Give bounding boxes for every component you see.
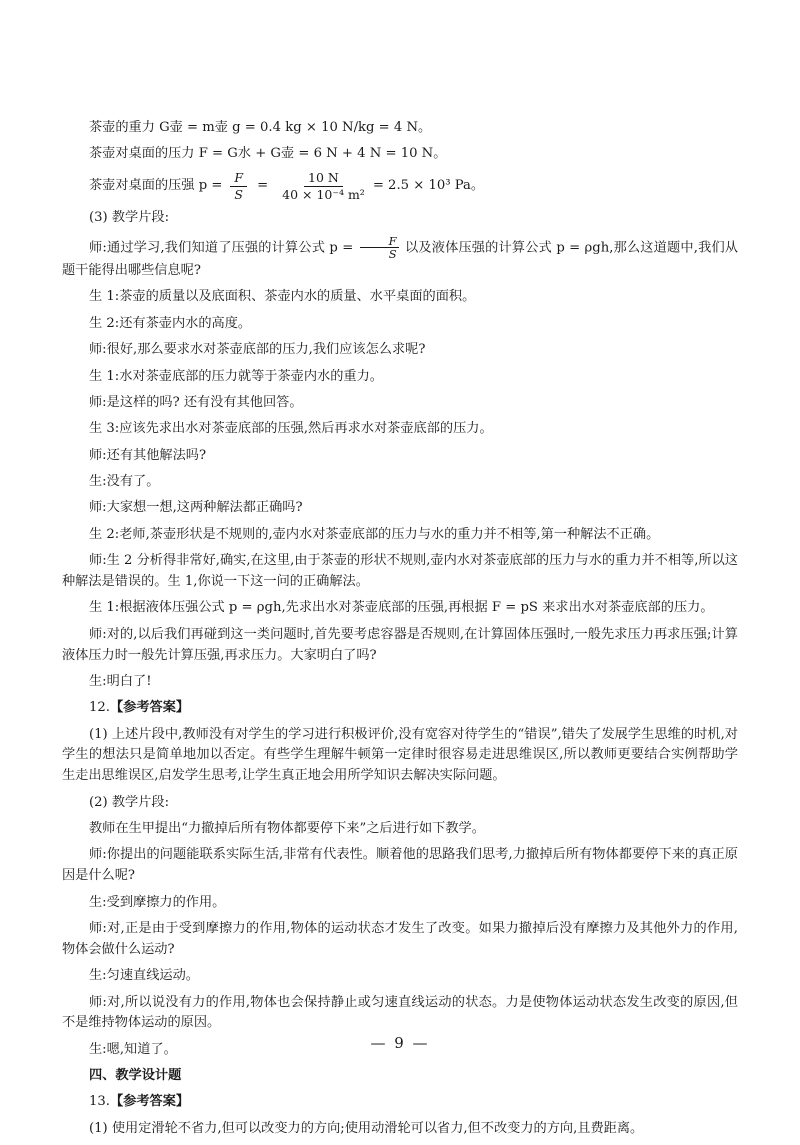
inline-fraction-num: F [360,235,399,249]
page-number: — 9 — [370,1034,430,1052]
q12-student-1: 生:受到摩擦力的作用。 [89,894,226,910]
q13-answer-heading [62,1092,738,1113]
inline-fraction [360,235,399,261]
dialogue-teacher-7: 师:对的,以后我们再碰到这一类问题时,首先要考虑容器是否规则,在计算固体压强时,一般先求压力再求压强;计算液体压力时一般先计算压强,再求压力。大家明白了吗? [62,626,738,663]
q13-paragraph-1: (1) 使用定滑轮不省力,但可以改变力的方向;使用动滑轮可以省力,但不改变力的方向,且费距离。 [89,1120,644,1136]
section-4-title: 四、教学设计题 [89,1068,182,1084]
formula-teapot-pressure [62,171,738,203]
q13-number: 13. [89,1094,110,1110]
q12-student-2: 生:匀速直线运动。 [89,968,199,984]
q12-paragraph-3: 教师在生甲提出“力撤掉后所有物体都要停下来”之后进行如下教学。 [89,821,485,837]
q12-teacher-1: 师:你提出的问题能联系实际生活,非常有代表性。顺着他的思路我们思考,力撤掉后所有物体都要停下来的真正原因是什么呢? [62,847,738,884]
dialogue-student-1c: 生 1:根据液体压强公式 p = ρgh,先求出水对茶壶底部的压强,再根据 F = pS 来求出水对茶壶底部的压力。 [89,600,714,616]
q12-paragraph-2: (2) 教学片段: [89,794,170,810]
equals-sign: = [257,178,269,194]
dialogue-teacher-2: 师:很好,那么要求水对茶壶底部的压力,我们应该怎么求呢? [89,342,426,358]
dialogue-teacher-5: 师:大家想一想,这两种解法都正确吗? [89,500,303,516]
dialogue-student-3: 生 3:应该先求出水对茶壶底部的压强,然后再求水对茶壶底部的压力。 [89,421,493,437]
dialogue-student-ok: 生:明白了! [89,673,152,689]
formula-teapot-force: 茶壶对桌面的压力 F = G水 + G壶 = 6 N + 4 N = 10 N。 [89,146,447,162]
fraction-denominator-value: 40 × 10⁻⁴ m² [282,187,365,203]
formula-result: = 2.5 × 10³ Pa。 [372,178,485,194]
q13-answer-label: 【参考答案】 [109,1094,190,1110]
dialogue-text-pre: 师:通过学习,我们知道了压强的计算公式 p = [89,240,354,256]
part3-label: (3) 教学片段: [89,210,170,226]
fraction-values [278,171,369,203]
q12-number: 12. [89,700,110,716]
q12-paragraph-1: (1) 上述片段中,教师没有对学生的学习进行积极评价,没有宽容对待学生的“错误”,错失了发展学生思维的时机,对学生的想法只是简单地加以否定。有些学生理解牛顿第一定律时很容易走进思维误区,所以教师更要结合实例帮助学生走出思维误区,启发学生思考,让学生真正地会用所学知识去解决实际问题。 [62,726,738,784]
document-body [62,118,738,1145]
formula-prefix: 茶壶对桌面的压强 p = [89,178,223,194]
dialogue-teacher-1 [62,235,738,282]
fraction-F-over-S [230,171,247,203]
q12-teacher-3: 师:对,所以说没有力的作用,物体也会保持静止或匀速直线运动的状态。力是使物体运动状态发生改变的原因,但不是维持物体运动的原因。 [62,994,738,1031]
fraction-numerator-value: 10 N [304,171,343,187]
fraction-numerator: F [230,171,247,187]
dialogue-teacher-6: 师:生 2 分析得非常好,确实,在这里,由于茶壶的形状不规则,壶内水对茶壶底部的压力与水的重力并不相等,所以这种解法是错误的。生 1,你说一下这一问的正确解法。 [62,553,738,589]
dialogue-text-post: 以及液体压强的计算公式 p = ρgh,那么这道题中,我们从题干能得出哪些信息呢? [62,240,738,279]
dialogue-student-1: 生 1:茶壶的质量以及底面积、茶壶内水的质量、水平桌面的面积。 [89,289,476,305]
q12-answer-heading [62,698,738,719]
dialogue-teacher-4: 师:还有其他解法吗? [89,447,207,463]
q12-student-3: 生:嗯,知道了。 [89,1041,177,1057]
inline-fraction-den: S [388,247,397,262]
q12-answer-label: 【参考答案】 [109,700,190,716]
dialogue-teacher-3: 师:是这样的吗? 还有没有其他回答。 [89,394,303,410]
formula-teapot-gravity: 茶壶的重力 G壶 = m壶 g = 0.4 kg × 10 N/kg = 4 N。 [89,120,432,135]
dialogue-student-none: 生:没有了。 [89,473,160,489]
q12-teacher-2: 师:对,正是由于受到摩擦力的作用,物体的运动状态才发生了改变。如果力撤掉后没有摩擦力及其他外力的作用,物体会做什么运动? [62,920,738,957]
dialogue-student-1b: 生 1:水对茶壶底部的压力就等于茶壶内水的重力。 [89,368,383,384]
dialogue-student-2b: 生 2:老师,茶壶形状是不规则的,壶内水对茶壶底部的压力与水的重力并不相等,第一种解法不正确。 [89,526,660,542]
dialogue-student-2: 生 2:还有茶壶内水的高度。 [89,315,252,331]
fraction-denominator: S [234,187,243,203]
